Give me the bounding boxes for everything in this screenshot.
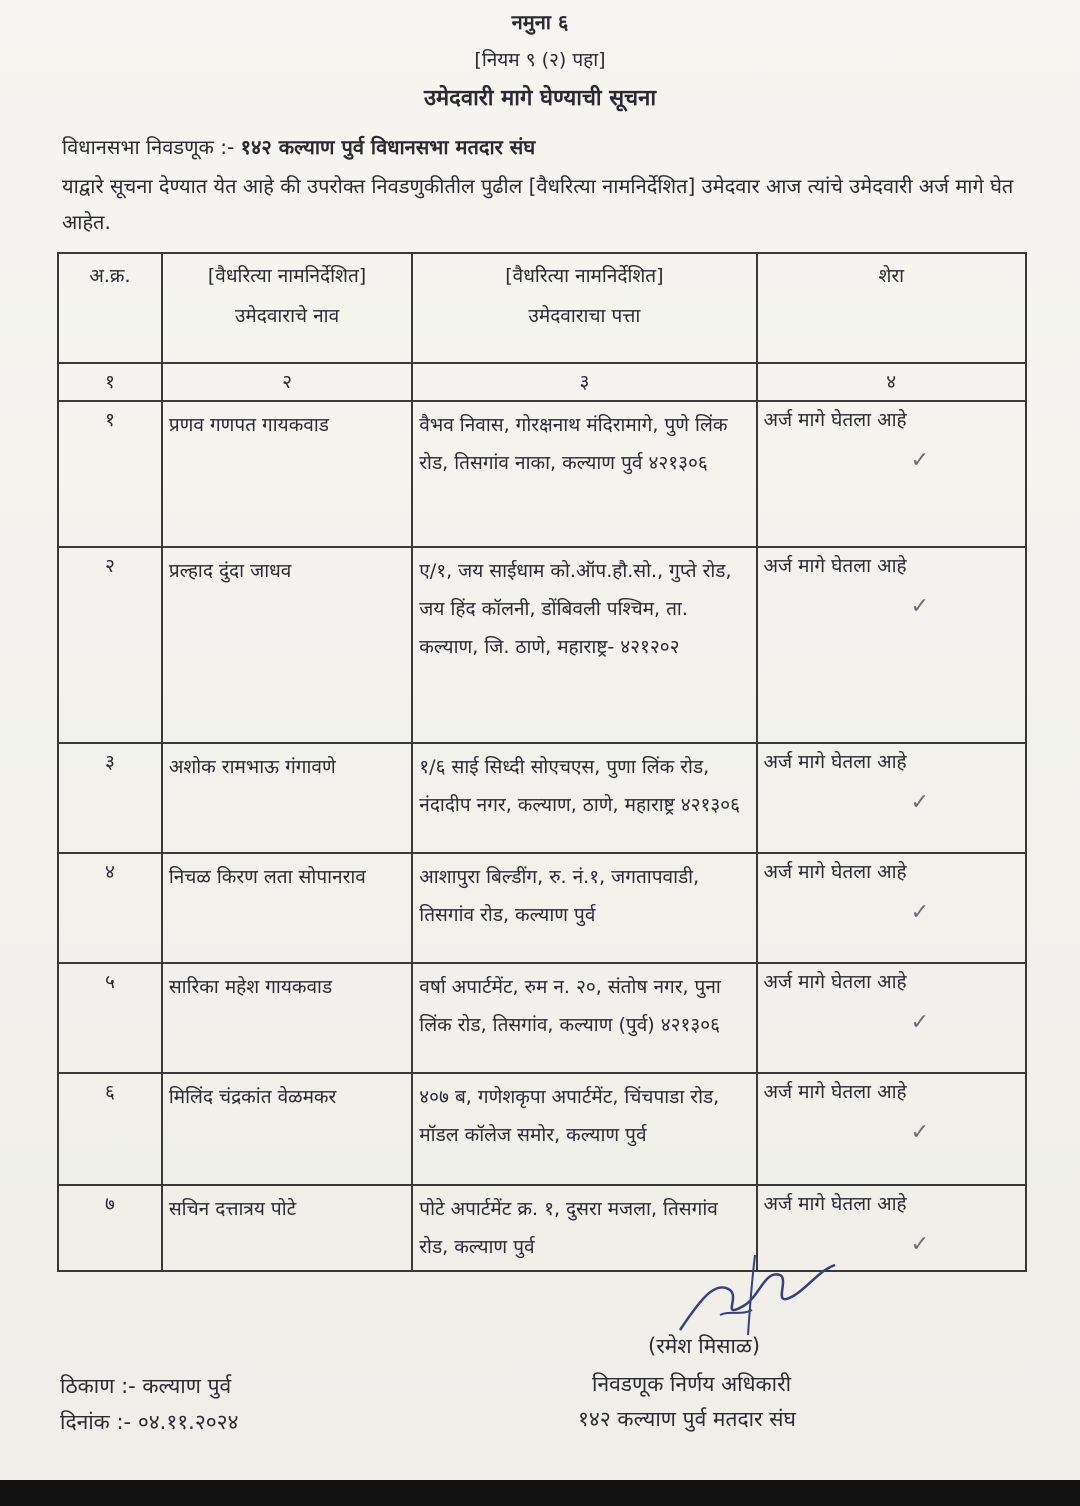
table-row xyxy=(58,853,1026,963)
column-number: २ xyxy=(162,363,412,401)
election-line xyxy=(62,133,535,160)
signature-mark xyxy=(660,1250,850,1340)
checkmark-icon: ✓ xyxy=(910,1120,929,1145)
header-address-line2: उमेदवाराचा पत्ता xyxy=(528,305,641,327)
table-row xyxy=(58,1073,1026,1185)
candidate-name: प्रणव गणपत गायकवाड xyxy=(162,401,412,547)
header-name-line2: उमेदवाराचे नाव xyxy=(234,305,340,327)
notice-text: याद्वारे सूचना देण्यात येत आहे की उपरोक्त निवडणुकीतील पुढील [वैधरित्या नामनिर्देशित] उमेदवार आज त्यांचे उमेदवारी अर्ज मागे घेत आहेत. xyxy=(62,174,1014,234)
column-number: ३ xyxy=(412,363,756,401)
bottom-bar xyxy=(0,1480,1080,1506)
table-row xyxy=(58,401,1026,547)
document-title: उमेदवारी मागे घेण्याची सूचना xyxy=(423,86,657,111)
header-address-line1: [वैधरित्या नामनिर्देशित] xyxy=(505,265,664,287)
remark-text: अर्ज मागे घेतला आहे xyxy=(763,1081,907,1103)
candidate-address: ए/१, जय साईधाम को.ऑप.हौ.सो., गुप्ते रोड, जय हिंद कॉलनी, डोंबिवली पश्चिम, ता. कल्याण, जि. ठाणे, महाराष्ट्र- ४२१२०२ xyxy=(412,547,756,743)
candidate-name: मिलिंद चंद्रकांत वेळमकर xyxy=(162,1073,412,1185)
checkmark-icon: ✓ xyxy=(910,1010,929,1035)
remark-cell xyxy=(757,547,1027,743)
remark-cell xyxy=(757,853,1027,963)
column-number: १ xyxy=(58,363,162,401)
header-name xyxy=(162,253,412,363)
table-row xyxy=(58,963,1026,1073)
candidate-address: पोटे अपार्टमेंट क्र. १, दुसरा मजला, तिसगांव रोड, कल्याण पुर्व xyxy=(412,1185,756,1271)
signatory-name: (रमेश मिसाळ) xyxy=(648,1334,761,1358)
remark-text: अर्ज मागे घेतला आहे xyxy=(763,1193,907,1215)
candidate-name: सारिका महेश गायकवाड xyxy=(162,963,412,1073)
header-address xyxy=(412,253,756,363)
candidate-address: आशापुरा बिल्डींग, रु. नं.१, जगतापवाडी, तिसगांव रोड, कल्याण पुर्व xyxy=(412,853,756,963)
candidate-name: सचिन दत्तात्रय पोटे xyxy=(162,1185,412,1271)
row-sr-number: ४ xyxy=(58,853,162,963)
officer-designation: निवडणूक निर्णय अधिकारी xyxy=(592,1372,792,1396)
remark-cell xyxy=(757,1073,1027,1185)
remark-cell xyxy=(757,743,1027,853)
row-sr-number: ६ xyxy=(58,1073,162,1185)
remark-cell xyxy=(757,963,1027,1073)
candidate-name: प्रल्हाद दुंदा जाधव xyxy=(162,547,412,743)
row-sr-number: २ xyxy=(58,547,162,743)
checkmark-icon: ✓ xyxy=(910,900,929,925)
row-sr-number: ५ xyxy=(58,963,162,1073)
remark-text: अर्ज मागे घेतला आहे xyxy=(763,409,907,431)
row-sr-number: ७ xyxy=(58,1185,162,1271)
header-sr: अ.क्र. xyxy=(58,253,162,363)
candidate-address: वैभव निवास, गोरक्षनाथ मंदिरामागे, पुणे लिंक रोड, तिसगांव नाका, कल्याण पुर्व ४२१३०६ xyxy=(412,401,756,547)
rule-reference: [नियम ९ (२) पहा] xyxy=(474,49,606,71)
checkmark-icon: ✓ xyxy=(910,448,929,473)
header-name-line1: [वैधरित्या नामनिर्देशित] xyxy=(207,265,367,287)
table-header-row xyxy=(58,253,1026,363)
candidate-name: निचळ किरण लता सोपानराव xyxy=(162,853,412,963)
column-number-row xyxy=(58,363,1026,401)
header-remark: शेरा xyxy=(757,253,1027,363)
date-line: दिनांक :- ०४.११.२०२४ xyxy=(60,1410,239,1434)
candidate-address: १/६ साई सिध्दी सोएचएस, पुणा लिंक रोड, नंदादीप नगर, कल्याण, ठाणे, महाराष्ट्र ४२१३०६ xyxy=(412,743,756,853)
checkmark-icon: ✓ xyxy=(910,790,929,815)
row-sr-number: १ xyxy=(58,401,162,547)
remark-text: अर्ज मागे घेतला आहे xyxy=(763,971,907,993)
place-line: ठिकाण :- कल्याण पुर्व xyxy=(60,1374,232,1398)
constituency-name: १४२ कल्याण पुर्व विधानसभा मतदार संघ xyxy=(240,135,536,159)
footer-constituency: १४२ कल्याण पुर्व मतदार संघ xyxy=(578,1407,796,1431)
checkmark-icon: ✓ xyxy=(910,594,929,619)
column-number: ४ xyxy=(757,363,1027,401)
remark-cell xyxy=(757,401,1027,547)
candidate-name: अशोक रामभाऊ गंगावणे xyxy=(162,743,412,853)
table-row xyxy=(58,743,1026,853)
candidate-address: वर्षा अपार्टमेंट, रुम न. २०, संतोष नगर, पुना लिंक रोड, तिसगांव, कल्याण (पुर्व) ४२१३०६ xyxy=(412,963,756,1073)
table-row xyxy=(58,547,1026,743)
form-number: नमुना ६ xyxy=(511,10,569,34)
candidate-address: ४०७ ब, गणेशकृपा अपार्टमेंट, चिंचपाडा रोड, मॉडल कॉलेज समोर, कल्याण पुर्व xyxy=(412,1073,756,1185)
row-sr-number: ३ xyxy=(58,743,162,853)
remark-text: अर्ज मागे घेतला आहे xyxy=(763,861,907,883)
candidates-table xyxy=(57,252,1027,1272)
table-row xyxy=(58,1185,1026,1271)
remark-text: अर्ज मागे घेतला आहे xyxy=(763,555,907,577)
checkmark-icon: ✓ xyxy=(910,1232,929,1257)
election-label: विधानसभा निवडणूक :- xyxy=(62,135,235,159)
remark-text: अर्ज मागे घेतला आहे xyxy=(763,751,907,773)
